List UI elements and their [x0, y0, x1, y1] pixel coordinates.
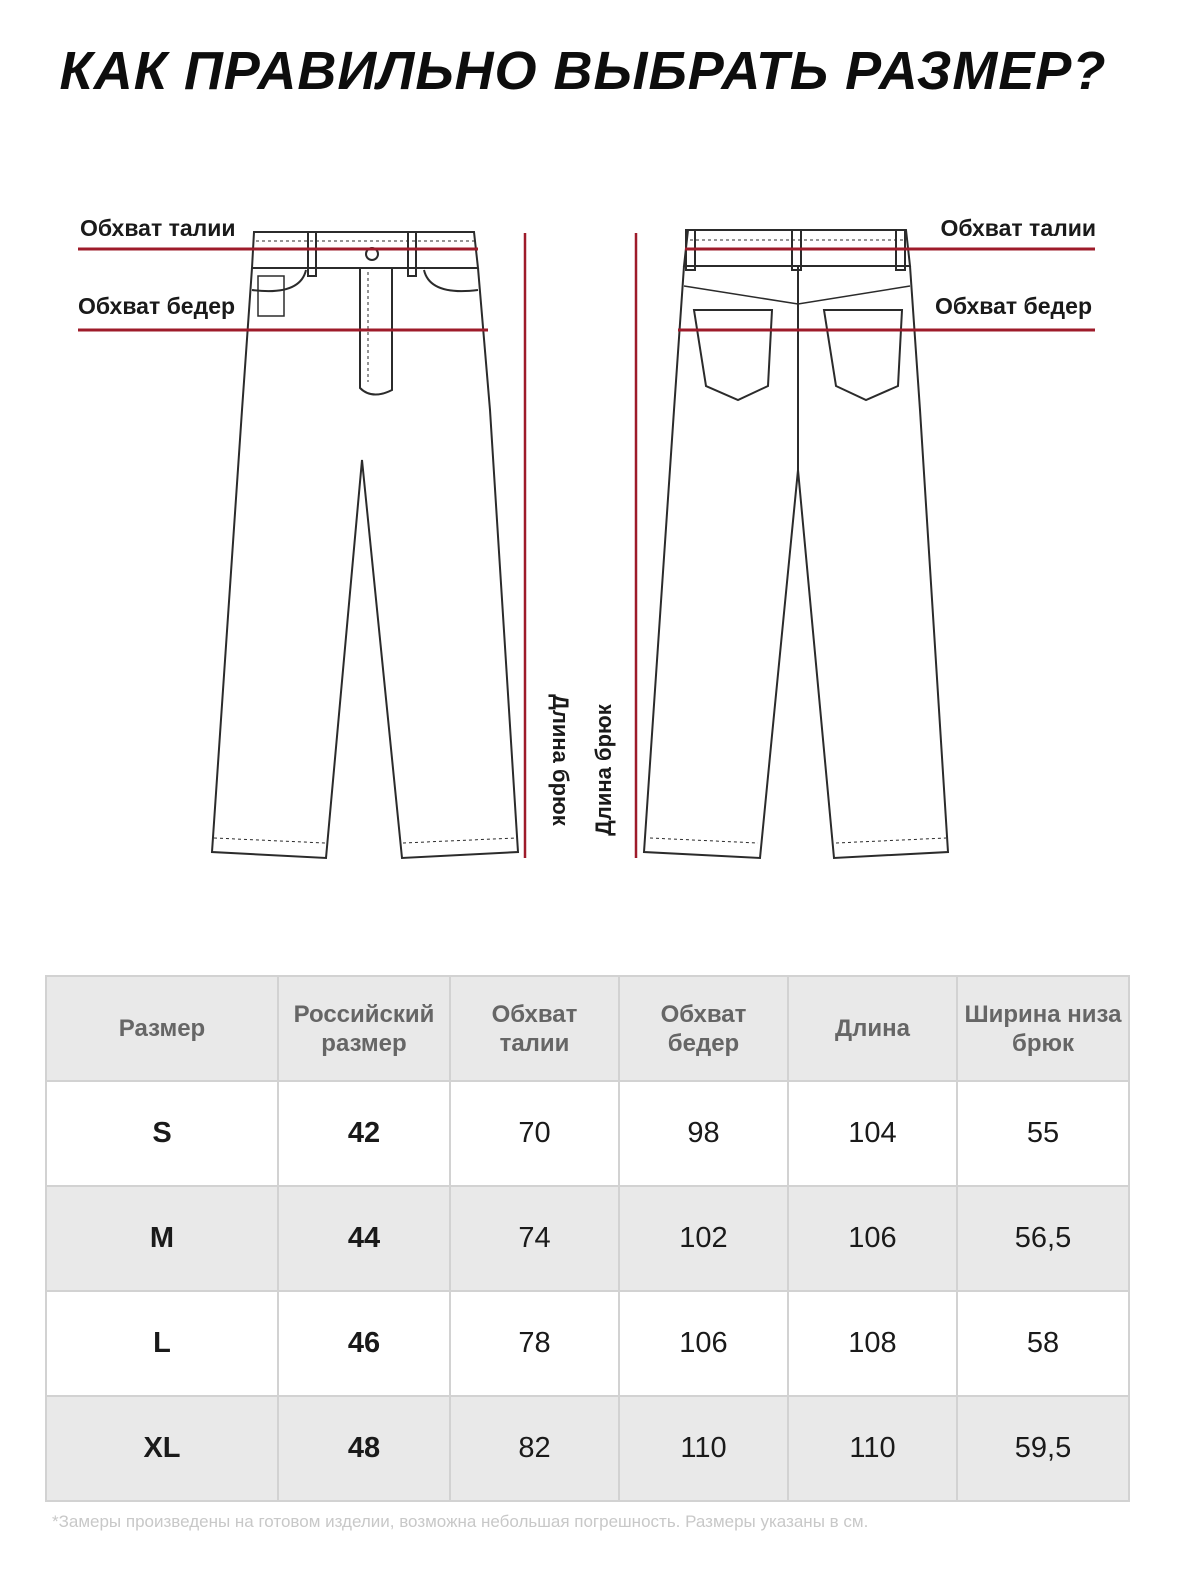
table-header-row	[46, 976, 1129, 1081]
hem-width-cell: 58	[957, 1291, 1129, 1396]
size-cell: M	[46, 1186, 278, 1291]
hips-cell: 110	[619, 1396, 788, 1501]
hips-cell: 102	[619, 1186, 788, 1291]
length-cell: 106	[788, 1186, 957, 1291]
back-hips-label: Обхват бедер	[934, 293, 1092, 319]
header-hips: Обхват бедер	[619, 976, 788, 1081]
russian-size-cell: 42	[278, 1081, 450, 1186]
page-title: КАК ПРАВИЛЬНО ВЫБРАТЬ РАЗМЕР?	[59, 41, 1107, 101]
russian-size-cell: 44	[278, 1186, 450, 1291]
waist-cell: 74	[450, 1186, 619, 1291]
russian-size-cell: 46	[278, 1291, 450, 1396]
waist-cell: 78	[450, 1291, 619, 1396]
waist-cell: 82	[450, 1396, 619, 1501]
hem-width-cell: 55	[957, 1081, 1129, 1186]
size-cell: L	[46, 1291, 278, 1396]
header-length: Длина	[788, 976, 957, 1081]
hips-cell: 98	[619, 1081, 788, 1186]
header-size: Размер	[46, 976, 278, 1081]
front-length-label: Длина брюк	[548, 694, 573, 826]
back-waist-label: Обхват талии	[940, 215, 1096, 241]
hem-width-cell: 56,5	[957, 1186, 1129, 1291]
header-waist: Обхват талии	[450, 976, 619, 1081]
table-row	[46, 1291, 1129, 1396]
russian-size-cell: 48	[278, 1396, 450, 1501]
size-cell: XL	[46, 1396, 278, 1501]
size-cell: S	[46, 1081, 278, 1186]
table-row	[46, 1081, 1129, 1186]
footnote: *Замеры произведены на готовом изделии, возможна небольшая погрешность. Размеры указаны в см.	[52, 1512, 869, 1531]
table-row	[46, 1186, 1129, 1291]
length-cell: 108	[788, 1291, 957, 1396]
back-pants-illustration	[644, 230, 948, 858]
hips-cell: 106	[619, 1291, 788, 1396]
back-length-label: Длина брюк	[591, 704, 616, 836]
waist-cell: 70	[450, 1081, 619, 1186]
front-hips-label: Обхват бедер	[78, 293, 236, 319]
front-pants-illustration	[212, 232, 518, 858]
front-waist-label: Обхват талии	[80, 215, 236, 241]
header-russian-size: Российский размер	[278, 976, 450, 1081]
size-table	[45, 975, 1130, 1502]
table-row	[46, 1396, 1129, 1501]
length-cell: 110	[788, 1396, 957, 1501]
hem-width-cell: 59,5	[957, 1396, 1129, 1501]
length-cell: 104	[788, 1081, 957, 1186]
header-hem-width: Ширина низа брюк	[957, 976, 1129, 1081]
